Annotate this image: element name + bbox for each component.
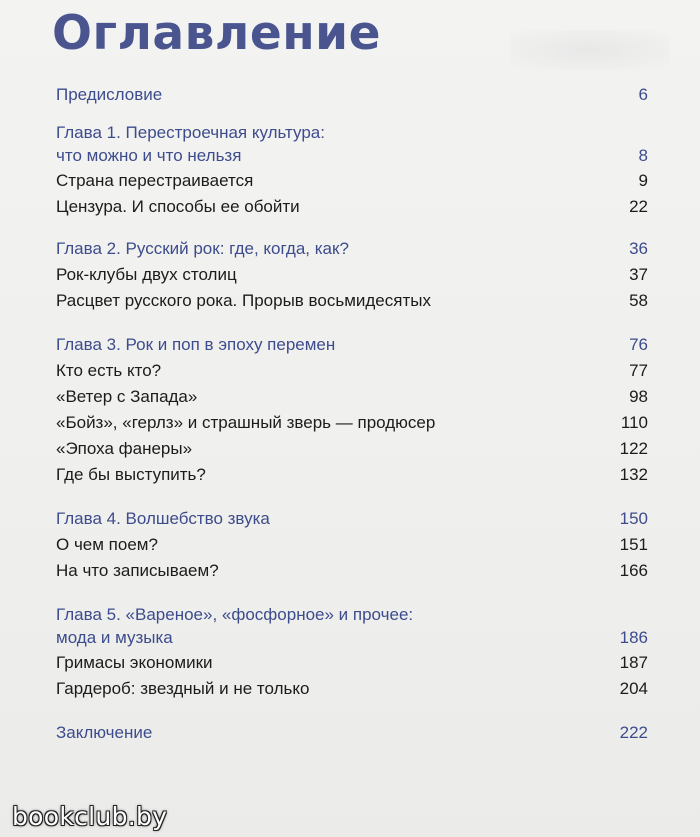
toc-preface	[56, 82, 648, 108]
toc-entry-label: Кто есть кто?	[56, 361, 162, 380]
toc-item	[56, 650, 648, 676]
toc-page-number: 122	[619, 439, 648, 458]
toc-page-number: 22	[629, 197, 648, 216]
toc-page-number: 98	[629, 387, 648, 406]
toc-entry-label: Гардероб: звездный и не только	[56, 679, 310, 698]
toc-entry-label: Где бы выступить?	[56, 465, 206, 484]
toc-item	[56, 410, 648, 436]
toc-page-number: 37	[629, 265, 648, 284]
toc-page-number: 222	[619, 723, 648, 742]
toc-page-number: 186	[619, 628, 648, 647]
toc-entry-label: Заключение	[56, 723, 153, 742]
toc-page-number: 187	[619, 653, 648, 672]
chapter-title-line	[56, 144, 648, 168]
toc-page-number: 36	[629, 239, 648, 258]
chapter-title-line	[56, 626, 648, 650]
toc-page-number: 6	[638, 85, 648, 104]
toc-item	[56, 558, 648, 584]
toc-chapter-4	[56, 506, 648, 584]
chapter-title: Глава 4. Волшебство звука	[56, 509, 270, 528]
toc-page-number: 8	[638, 146, 648, 165]
chapter-title: Глава 5. «Вареное», «фосфорное» и прочее:	[56, 605, 414, 624]
toc-entry-label: «Эпоха фанеры»	[56, 439, 193, 458]
chapter-title-line	[56, 604, 648, 626]
toc-item	[56, 288, 648, 314]
toc-entry-label: О чем поем?	[56, 535, 158, 554]
toc-item	[56, 532, 648, 558]
toc-page-number: 9	[638, 171, 648, 190]
toc-item	[56, 384, 648, 410]
chapter-title: Глава 2. Русский рок: где, когда, как?	[56, 239, 349, 258]
toc-item	[56, 262, 648, 288]
toc-page-number: 204	[619, 679, 648, 698]
chapter-title-line	[56, 506, 648, 532]
page-title: Оглавление	[52, 6, 381, 61]
chapter-title: Глава 3. Рок и поп в эпоху перемен	[56, 335, 336, 354]
toc-item	[56, 168, 648, 194]
toc-item	[56, 462, 648, 488]
toc-chapter-1	[56, 122, 648, 220]
toc-entry-label: Рок-клубы двух столиц	[56, 265, 237, 284]
toc-entry-label: Предисловие	[56, 85, 163, 104]
toc-chapter-5	[56, 604, 648, 702]
toc-chapter-3	[56, 332, 648, 488]
toc-entry-label: Гримасы экономики	[56, 653, 213, 672]
toc-entry-label: Расцвет русского рока. Прорыв восьмидесятых	[56, 291, 431, 310]
toc-entry-label: «Бойз», «герлз» и страшный зверь — продюсер	[56, 413, 436, 432]
chapter-title-line	[56, 332, 648, 358]
chapter-title: Глава 1. Перестроечная культура:	[56, 123, 325, 142]
toc-conclusion	[56, 720, 648, 746]
toc-page-number: 150	[619, 509, 648, 528]
toc-chapter-2	[56, 236, 648, 314]
toc-entry-label: «Ветер с Запада»	[56, 387, 198, 406]
toc-page-number: 58	[629, 291, 648, 310]
chapter-title-cont: что можно и что нельзя	[56, 146, 242, 165]
print-smudge	[510, 30, 670, 70]
table-of-contents	[56, 82, 648, 746]
toc-item	[56, 358, 648, 384]
site-watermark: bookclub.by	[12, 802, 168, 831]
toc-page-number: 132	[619, 465, 648, 484]
chapter-title-cont: мода и музыка	[56, 628, 173, 647]
toc-entry-label: Страна перестраивается	[56, 171, 254, 190]
toc-item	[56, 194, 648, 220]
toc-entry-label: На что записываем?	[56, 561, 219, 580]
chapter-title-line	[56, 236, 648, 262]
toc-page-number: 110	[620, 413, 648, 432]
toc-page-number: 76	[629, 335, 648, 354]
toc-item	[56, 436, 648, 462]
toc-entry-label: Цензура. И способы ее обойти	[56, 197, 300, 216]
toc-page-number: 77	[629, 361, 648, 380]
chapter-title-line	[56, 122, 648, 144]
toc-page-number: 166	[619, 561, 648, 580]
toc-item	[56, 676, 648, 702]
toc-page-number: 151	[619, 535, 648, 554]
